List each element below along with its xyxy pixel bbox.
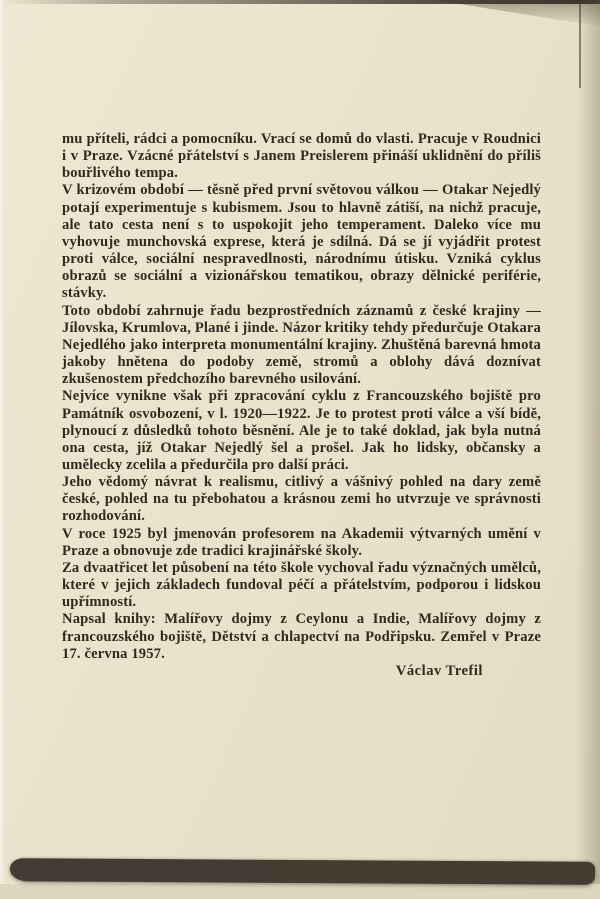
paragraph-2: V krizovém období — těsně před první světovou válkou — Otakar Nejedlý potají experimentuje s kubismem. Jsou to hlavně zátiší, na nichž pracuje, ale tato cesta není s to uspokojit jeho temperament. Daleko více mu vyhovuje munchovská exprese, která je sdílná. Dá se jí vyjádřit protest proti válce, sociální nespravedlnosti, národnímu útisku. Vzniká cyklus obrazů se sociální a vizionářskou tematikou, obrazy dělnické periférie, stávky.	[62, 182, 541, 302]
page-bottom-edge-shadow	[10, 858, 595, 885]
paragraph-7: Za dvaatřicet let působení na této škole vychoval řadu význačných umělců, které v jejich základech fundoval péčí a přátelstvím, podporou i lidskou upřímností.	[62, 559, 541, 611]
page-left-edge-highlight	[0, 0, 5, 899]
paragraph-4: Nejvíce vynikne však při zpracování cyklu z Francouzského bojiště pro Památník osvobození, v l. 1920—1922. Je to protest proti válce a vší bídě, plynoucí z důsledků tohoto běsnění. Ale je to také doklad, jak byla nutná ona cesta, jíž Otakar Nejedlý šel a prošel. Jak ho lidsky, občansky a umělecky zcelila a předurčila pro další práci.	[62, 388, 541, 473]
paragraph-6: V roce 1925 byl jmenován profesorem na Akademii výtvarných umění v Praze a obnovuje zde tradici krajinářské školy.	[62, 525, 541, 559]
document-text	[62, 131, 541, 680]
paragraph-8: Napsal knihy: Malířovy dojmy z Ceylonu a Indie, Malířovy dojmy z francouzského bojiště, Dětství a chlapectví na Podřipsku. Zemřel v Praze 17. června 1957.	[62, 611, 541, 662]
page-right-edge-shadow	[576, 0, 600, 899]
paragraph-1: mu příteli, rádci a pomocníku. Vrací se domů do vlasti. Pracuje v Roudnici i v Praze. Vzácné přátelství s Janem Preislerem přináší uklidnění do příliš bouřlivého tempa.	[62, 131, 541, 182]
paragraph-5: Jeho vědomý návrat k realismu, citlivý a vášnivý pohled na dary země české, pohled na tu přebohatou a krásnou zemi ho utvrzuje ve správnosti rozhodování.	[62, 474, 541, 525]
paragraph-3: Toto období zahrnuje řadu bezprostředních záznamů z české krajiny — Jílovska, Krumlova, Plané i jinde. Názor kritiky tehdy předurčuje Otakara Nejedlého jako interpreta monumentální krajiny. Zhuštěná barevná hmota jakoby hnětena do podoby země, stromů a oblohy dává doznívat zkušenostem předchozího barevného usilování.	[62, 302, 541, 388]
page-right-edge-line	[579, 0, 581, 88]
page-bottom-strip	[0, 884, 600, 899]
author-signature: Václav Trefil	[395, 662, 483, 679]
